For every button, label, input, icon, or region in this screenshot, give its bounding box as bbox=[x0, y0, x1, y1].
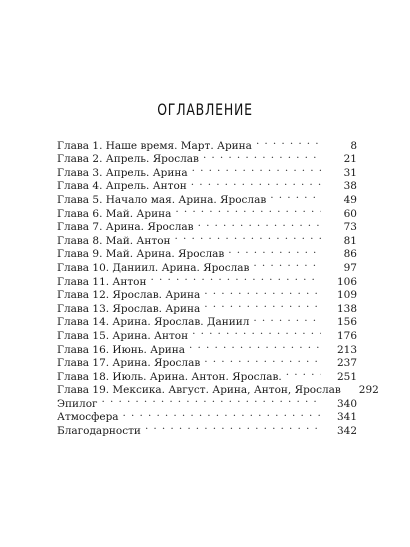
toc-dot-leader bbox=[201, 149, 321, 163]
toc-entry-title: Глава 17. Арина. Ярослав bbox=[57, 357, 201, 370]
toc-entry-title: Глава 6. Май. Арина bbox=[57, 207, 172, 220]
toc-page-number: 106 bbox=[336, 275, 357, 288]
toc-dot-leader bbox=[100, 393, 321, 407]
toc-dot-leader bbox=[202, 298, 321, 312]
toc-page-number: 31 bbox=[343, 166, 357, 179]
toc-page-number: 213 bbox=[336, 343, 357, 356]
toc-entry-title: Глава 16. Июнь. Арина bbox=[57, 343, 186, 356]
table-of-contents bbox=[57, 135, 379, 438]
toc-dot-leader bbox=[251, 312, 321, 326]
toc-dot-leader bbox=[202, 285, 321, 299]
toc-page-number: 38 bbox=[343, 180, 357, 193]
toc-entry-title: Глава 10. Даниил. Арина. Ярослав bbox=[57, 261, 250, 274]
toc-entry-title: Атмосфера bbox=[57, 411, 119, 424]
toc-dot-leader bbox=[173, 203, 321, 217]
toc-page-number: 109 bbox=[336, 289, 357, 302]
page-title: ОГЛАВЛЕНИЕ bbox=[157, 100, 253, 119]
toc-dot-leader bbox=[202, 353, 321, 367]
toc-entry-title: Глава 18. Июль. Арина. Антон. Ярослав. bbox=[57, 370, 282, 383]
toc-page-number: 60 bbox=[343, 207, 357, 220]
toc-dot-leader bbox=[149, 271, 321, 285]
toc-page-number: 156 bbox=[336, 316, 357, 329]
toc-dot-leader bbox=[268, 189, 321, 203]
toc-page-number: 86 bbox=[343, 248, 357, 261]
toc-dot-leader bbox=[190, 162, 321, 176]
toc-page-number: 237 bbox=[336, 357, 357, 370]
toc-page-number: 21 bbox=[343, 153, 357, 166]
toc-entry-title: Глава 9. Май. Арина. Ярослав bbox=[57, 248, 225, 261]
toc-entry-title: Глава 14. Арина. Ярослав. Даниил bbox=[57, 316, 250, 329]
toc-page-number: 138 bbox=[336, 302, 357, 315]
toc-entry-title: Глава 3. Апрель. Арина bbox=[57, 166, 188, 179]
toc-dot-leader bbox=[187, 339, 321, 353]
toc-dot-leader bbox=[284, 366, 321, 380]
toc-page-number: 340 bbox=[336, 397, 357, 410]
toc-entry-title: Глава 19. Мексика. Август. Арина, Антон, Ярослав bbox=[57, 384, 341, 397]
toc-page-number: 97 bbox=[343, 261, 357, 274]
toc-entry-title: Глава 7. Арина. Ярослав bbox=[57, 221, 194, 234]
toc-page-number: 49 bbox=[343, 193, 357, 206]
toc-entry-title: Глава 12. Ярослав. Арина bbox=[57, 289, 201, 302]
toc-entry-title: Глава 8. Май. Антон bbox=[57, 234, 171, 247]
toc-dot-leader bbox=[196, 217, 321, 231]
toc-entry bbox=[57, 135, 357, 152]
toc-entry-title: Эпилог bbox=[57, 397, 98, 410]
toc-dot-leader bbox=[190, 325, 321, 339]
toc-entry-title: Глава 2. Апрель. Ярослав bbox=[57, 153, 199, 166]
toc-page-number: 342 bbox=[336, 425, 357, 438]
toc-page-number: 176 bbox=[336, 329, 357, 342]
toc-entry-title: Глава 15. Арина. Антон bbox=[57, 329, 189, 342]
toc-page-number: 251 bbox=[336, 370, 357, 383]
toc-entry bbox=[57, 393, 357, 410]
toc-entry-title: Глава 1. Наше время. Март. Арина bbox=[57, 139, 252, 152]
toc-dot-leader bbox=[226, 244, 321, 258]
toc-page-number: 8 bbox=[350, 139, 357, 152]
toc-page-number: 73 bbox=[343, 221, 357, 234]
toc-entry-title: Глава 5. Начало мая. Арина. Ярослав bbox=[57, 193, 267, 206]
toc-dot-leader bbox=[121, 407, 321, 421]
toc-dot-leader bbox=[189, 176, 321, 190]
toc-entry-title: Глава 4. Апрель. Антон bbox=[57, 180, 187, 193]
toc-page-number: 81 bbox=[343, 234, 357, 247]
toc-entry-title: Глава 13. Ярослав. Арина bbox=[57, 302, 201, 315]
toc-dot-leader bbox=[143, 420, 321, 434]
toc-entry-title: Благодарности bbox=[57, 425, 141, 438]
toc-page-number: 292 bbox=[358, 384, 379, 397]
toc-entry-title: Глава 11. Антон bbox=[57, 275, 147, 288]
toc-dot-leader bbox=[251, 257, 321, 271]
toc-entry bbox=[57, 407, 357, 424]
toc-dot-leader bbox=[173, 230, 321, 244]
toc-dot-leader bbox=[254, 135, 321, 149]
toc-page-number: 341 bbox=[336, 411, 357, 424]
